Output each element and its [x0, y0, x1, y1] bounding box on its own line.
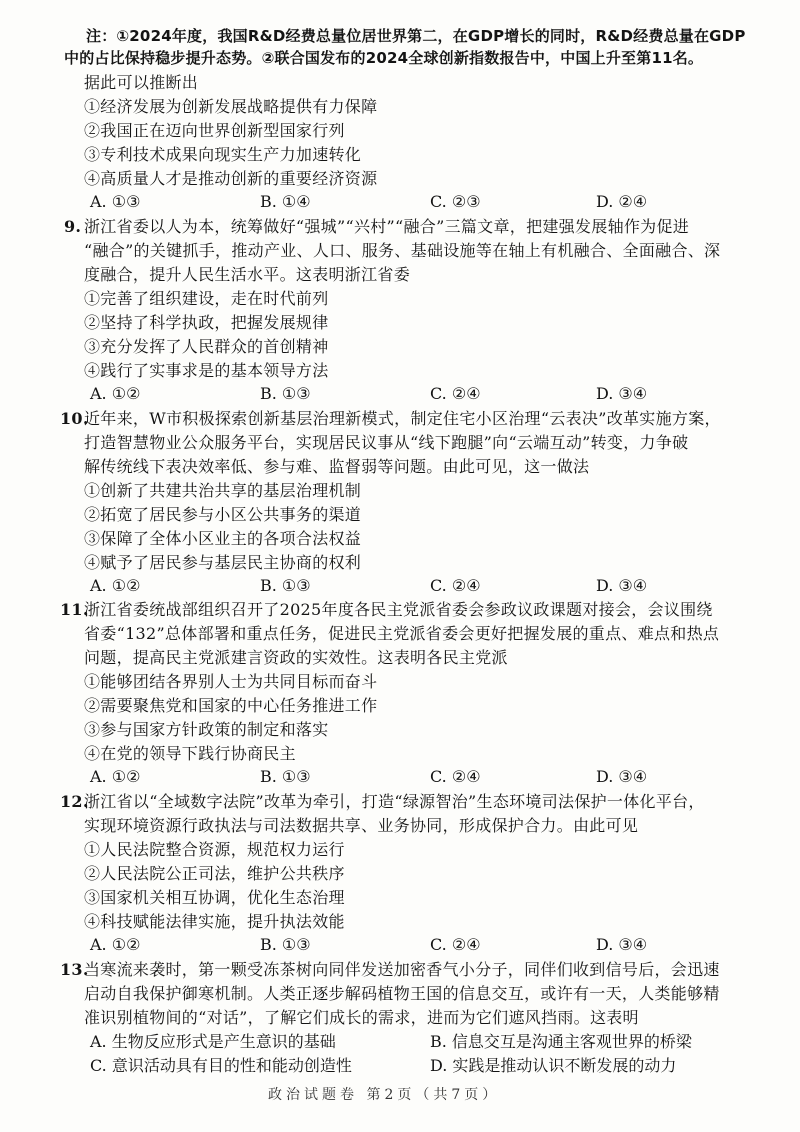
choice-a: A. ①②: [90, 767, 141, 786]
choice-c: C. 意识活动具有目的性和能动创造性: [90, 1056, 352, 1075]
option-3: ③保障了全体小区业主的各项合法权益: [84, 529, 362, 548]
question-stem-line-1: 当寒流来袭时，第一颗受冻茶树向同伴发送加密香气小分子，同伴们收到信号后，会迅速: [84, 960, 720, 979]
choice-a: A. ①②: [90, 935, 141, 954]
choice-c: C. ②③: [430, 192, 481, 211]
option-2: ②人民法院公正司法，维护公共秩序: [84, 864, 345, 883]
option-4: ④赋予了居民参与基层民主协商的权利: [84, 553, 362, 572]
option-2: ②拓宽了居民参与小区公共事务的渠道: [84, 505, 362, 524]
choice-c: C. ②④: [430, 767, 481, 786]
answer-choices: [0, 192, 800, 212]
option-1: ①创新了共建共治共享的基层治理机制: [84, 481, 362, 500]
option-3: ③参与国家方针政策的制定和落实: [84, 720, 329, 739]
question-stem-line-1: 近年来，W市积极探索创新基层治理新模式，制定住宅小区治理“云表决”改革实施方案，: [84, 409, 721, 428]
option-3: ③充分发挥了人民群众的首创精神: [84, 337, 329, 356]
answer-choices: [0, 935, 800, 955]
option-2: ②需要聚焦党和国家的中心任务推进工作: [84, 696, 378, 715]
choice-d: D. ③④: [596, 935, 648, 954]
option-3: ③专利技术成果向现实生产力加速转化: [84, 145, 362, 164]
choice-b: B. ①③: [260, 576, 311, 595]
choice-a: A. 生物反应形式是产生意识的基础: [90, 1032, 336, 1051]
question-stem: 据此可以推断出: [84, 73, 199, 92]
option-1: ①经济发展为创新发展战略提供有力保障: [84, 97, 378, 116]
choice-b: B. 信息交互是沟通主客观世界的桥梁: [430, 1032, 692, 1051]
note-line-1: 注：①2024年度，我国R&D经费总量位居世界第二，在GDP增长的同时，R&D经费总量在GDP: [86, 27, 746, 45]
option-4: ④科技赋能法律实施，提升执法效能: [84, 912, 345, 931]
question-number: 10.: [60, 409, 89, 428]
question-number: 12.: [60, 792, 89, 811]
choice-b: B. ①③: [260, 767, 311, 786]
choice-d: D. ③④: [596, 384, 648, 403]
choice-c: C. ②④: [430, 935, 481, 954]
question-stem-line-1: 浙江省以“全域数字法院”改革为牵引，打造“绿源智治”生态环境司法保护一体化平台，: [84, 792, 705, 811]
choice-d: D. 实践是推动认识不断发展的动力: [430, 1056, 677, 1075]
option-1: ①完善了组织建设，走在时代前列: [84, 289, 329, 308]
choice-b: B. ①④: [260, 192, 311, 211]
note-line-2: 中的占比保持稳步提升态势。②联合国发布的2024全球创新指数报告中，中国上升至第11名。: [64, 49, 704, 67]
question-stem-line-2: 打造智慧物业公众服务平台，实现居民议事从“线下跑腿”向“云端互动”转变，力争破: [84, 433, 689, 452]
choice-c: C. ②④: [430, 576, 481, 595]
option-4: ④高质量人才是推动创新的重要经济资源: [84, 169, 378, 188]
answer-choices: [0, 767, 800, 787]
question-stem-line-2: 省委“132”总体部署和重点任务，促进民主党派省委会更好把握发展的重点、难点和热点: [84, 624, 720, 643]
question-stem-line-1: 浙江省委统战部组织召开了2025年度各民主党派省委会参政议政课题对接会，会议围绕: [84, 600, 713, 619]
question-stem-line-1: 浙江省委以人为本，统筹做好“强城”“兴村”“融合”三篇文章，把建强发展轴作为促进: [84, 217, 690, 236]
question-stem-line-2: “融合”的关键抓手，推动产业、人口、服务、基础设施等在轴上有机融合、全面融合、深: [84, 241, 721, 260]
choice-d: D. ③④: [596, 576, 648, 595]
choice-b: B. ①③: [260, 935, 311, 954]
option-1: ①能够团结各界别人士为共同目标而奋斗: [84, 672, 378, 691]
page-footer: 政治试题卷 第2页（共7页）: [268, 1087, 501, 1103]
question-stem-line-3: 准识别植物间的“对话”，了解它们成长的需求，进而为它们遮风挡雨。这表明: [84, 1008, 639, 1027]
answer-choices-row-1: [0, 1032, 800, 1052]
option-2: ②我国正在迈向世界创新型国家行列: [84, 121, 345, 140]
option-4: ④践行了实事求是的基本领导方法: [84, 361, 329, 380]
question-stem-line-2: 实现环境资源行政执法与司法数据共享、业务协同，形成保护合力。由此可见: [84, 816, 639, 835]
question-stem-line-2: 启动自我保护御寒机制。人类正逐步解码植物王国的信息交互，或许有一天，人类能够精: [84, 984, 720, 1003]
question-number: 9.: [64, 217, 82, 236]
question-stem-line-3: 问题，提高民主党派建言资政的实效性。这表明各民主党派: [84, 648, 508, 667]
question-stem-line-3: 度融合，提升人民生活水平。这表明浙江省委: [84, 265, 411, 284]
option-1: ①人民法院整合资源，规范权力运行: [84, 840, 345, 859]
option-3: ③国家机关相互协调，优化生态治理: [84, 888, 345, 907]
question-number: 13.: [60, 960, 89, 979]
question-stem-line-3: 解传统线下表决效率低、参与难、监督弱等问题。由此可见，这一做法: [84, 457, 590, 476]
answer-choices: [0, 384, 800, 404]
choice-a: A. ①③: [90, 192, 141, 211]
choice-d: D. ②④: [596, 192, 648, 211]
choice-c: C. ②④: [430, 384, 481, 403]
choice-a: A. ①②: [90, 384, 141, 403]
question-number: 11.: [60, 600, 89, 619]
choice-d: D. ③④: [596, 767, 648, 786]
option-2: ②坚持了科学执政，把握发展规律: [84, 313, 329, 332]
choice-a: A. ①②: [90, 576, 141, 595]
option-4: ④在党的领导下践行协商民主: [84, 744, 296, 763]
answer-choices-row-2: [0, 1056, 800, 1076]
choice-b: B. ①③: [260, 384, 311, 403]
answer-choices: [0, 576, 800, 596]
